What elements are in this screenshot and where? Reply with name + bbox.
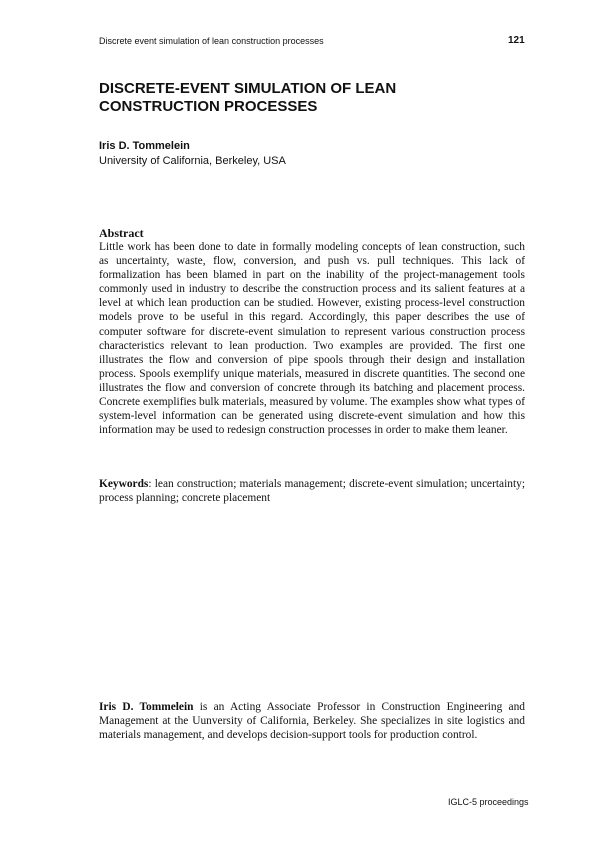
keywords-label: Keywords xyxy=(99,478,149,490)
keywords-paragraph xyxy=(99,477,525,505)
running-title: Discrete event simulation of lean construction processes xyxy=(99,36,324,46)
author-affiliation: University of California, Berkeley, USA xyxy=(99,155,286,167)
author-name: Iris D. Tommelein xyxy=(99,140,190,152)
abstract-heading: Abstract xyxy=(99,226,144,240)
footer-proceedings: IGLC-5 proceedings xyxy=(448,797,529,807)
author-bio xyxy=(99,700,525,743)
bio-text: is an Acting Associate Professor in Construction Engineering and Management at the Uunversity of California, Berkeley. She specializes in site logistics and materials management, and develops decision-support tools for production control. xyxy=(99,701,525,742)
keywords-text: : lean construction; materials management; discrete-event simulation; uncertainty; process planning; concrete placement xyxy=(99,478,525,505)
bio-author-name: Iris D. Tommelein xyxy=(99,701,194,713)
paper-title: DISCRETE-EVENT SIMULATION OF LEAN CONSTRUCTION PROCESSES xyxy=(99,80,397,115)
page-number: 121 xyxy=(508,35,525,46)
abstract-body: Little work has been done to date in formally modeling concepts of lean construction, such as uncertainty, waste, flow, conversion, and push vs. pull techniques. This lack of formalization has been blamed in part on the inability of the project-management tools commonly used in industry to describe the construction process and its salient features at a level at which lean production can be studied. However, existing process-level construction models prove to be useful in this regard. Accordingly, this paper describes the use of computer software for discrete-event simulation to represent various construction process characteristics relevant to lean production. Two examples are provided. The first one illustrates the flow and conversion of pipe spools through their design and installation process. Spools exemplify unique materials, measured in discrete quantities. The second one illustrates the flow and conversion of concrete through its batching and placement process. Concrete exemplifies bulk materials, measured by volume. The examples show what types of system-level information can be generated using discrete-event simulation and how this information may be used to redesign construction processes in order to make them leaner. xyxy=(99,241,525,437)
